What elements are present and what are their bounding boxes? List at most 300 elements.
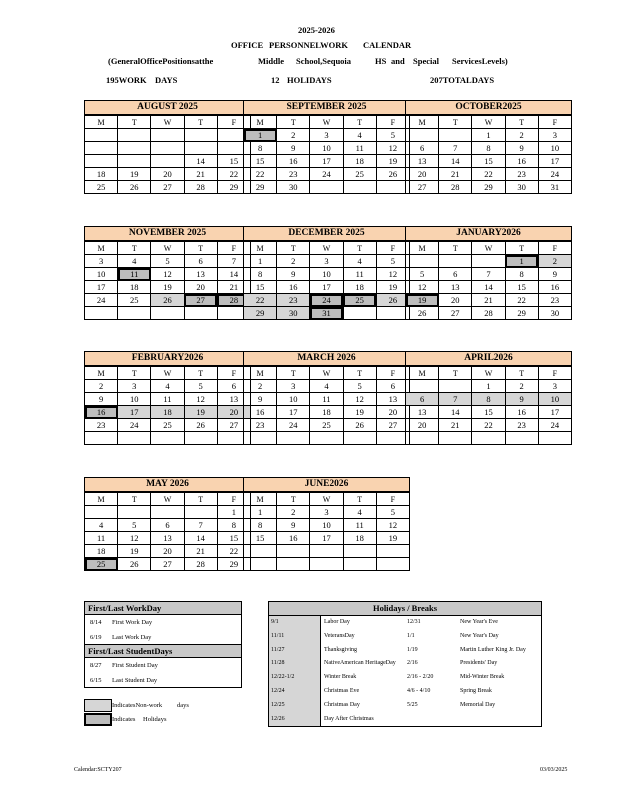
footer-calendar-id: Calendar:SCTY207 bbox=[74, 767, 122, 773]
day-cell: 14 bbox=[439, 155, 472, 168]
weekday-header: T bbox=[277, 493, 310, 506]
day-cell: 17 bbox=[538, 406, 571, 419]
weekday-header: W bbox=[310, 493, 343, 506]
weekday-header: F bbox=[376, 367, 409, 380]
day-cell: 28 bbox=[472, 307, 505, 320]
day-cell: 8 bbox=[244, 142, 277, 155]
holidays-left-column bbox=[269, 616, 405, 726]
student-panel-title: First/Last StudentDays bbox=[85, 645, 241, 658]
month-title: MARCH 2026 bbox=[243, 351, 410, 366]
day-cell: 16 bbox=[505, 155, 538, 168]
day-cell: 9 bbox=[505, 393, 538, 406]
day-cell: 19 bbox=[118, 545, 151, 558]
day-cell: 23 bbox=[244, 419, 277, 432]
day-cell: 25 bbox=[343, 168, 376, 181]
holiday-name: Winter Break bbox=[324, 674, 357, 681]
day-cell bbox=[85, 142, 118, 155]
weekday-header: T bbox=[343, 242, 376, 255]
day-cell: 12 bbox=[118, 532, 151, 545]
day-cell bbox=[310, 545, 343, 558]
weekday-header: T bbox=[184, 493, 217, 506]
day-cell bbox=[151, 432, 184, 445]
weekday-header: T bbox=[343, 116, 376, 129]
day-cell: 30 bbox=[277, 307, 310, 320]
day-cell bbox=[151, 129, 184, 142]
day-cell bbox=[310, 432, 343, 445]
holiday-item bbox=[269, 644, 405, 658]
student-first-date: 8/27 bbox=[90, 662, 102, 669]
day-cell: 23 bbox=[277, 168, 310, 181]
day-cell: 13 bbox=[406, 406, 439, 419]
day-cell: 19 bbox=[376, 281, 409, 294]
holiday-name: Christmas Eve bbox=[324, 687, 360, 694]
day-cell: 12 bbox=[376, 142, 409, 155]
day-cell: 11 bbox=[85, 532, 118, 545]
student-last-date: 6/15 bbox=[90, 677, 102, 684]
day-cell: 22 bbox=[472, 168, 505, 181]
month-title: OCTOBER2025 bbox=[405, 100, 572, 115]
day-cell: 2 bbox=[85, 380, 118, 393]
day-cell: 21 bbox=[217, 281, 250, 294]
day-cell bbox=[343, 558, 376, 571]
day-cell bbox=[118, 307, 151, 320]
weekday-header: F bbox=[217, 367, 250, 380]
holidays-breaks-panel bbox=[268, 601, 542, 727]
day-cell: 20 bbox=[439, 294, 472, 307]
day-cell bbox=[505, 432, 538, 445]
day-cell bbox=[277, 432, 310, 445]
day-cell: 24 bbox=[310, 168, 343, 181]
weekday-header: T bbox=[184, 367, 217, 380]
day-cell bbox=[343, 181, 376, 194]
day-cell: 21 bbox=[439, 168, 472, 181]
day-cell: 2 bbox=[277, 506, 310, 519]
day-cell: 13 bbox=[406, 155, 439, 168]
day-cell: 15 bbox=[244, 281, 277, 294]
holiday-date: 1/19 bbox=[405, 644, 457, 658]
day-cell: 9 bbox=[538, 268, 571, 281]
day-cell: 17 bbox=[310, 532, 343, 545]
day-cell: 25 bbox=[151, 419, 184, 432]
day-cell: 28 bbox=[184, 181, 217, 194]
weekday-header: T bbox=[184, 242, 217, 255]
month-august-2025 bbox=[84, 100, 251, 194]
day-cell: 14 bbox=[184, 532, 217, 545]
day-cell: 10 bbox=[538, 142, 571, 155]
day-cell: 30 bbox=[538, 307, 571, 320]
holiday-date: 11/11 bbox=[269, 630, 321, 644]
day-cell: 11 bbox=[343, 268, 376, 281]
day-cell: 5 bbox=[406, 268, 439, 281]
day-cell: 25 bbox=[310, 419, 343, 432]
day-cell: 26 bbox=[118, 558, 151, 571]
header-work-days-label: DAYS bbox=[155, 75, 178, 85]
day-cell: 11 bbox=[310, 393, 343, 406]
holiday-item bbox=[405, 630, 541, 644]
day-cell bbox=[406, 255, 439, 268]
weekday-header: T bbox=[184, 116, 217, 129]
month-january-2026 bbox=[405, 226, 572, 320]
holiday-date: 12/31 bbox=[405, 616, 457, 630]
day-cell: 31 bbox=[310, 307, 343, 320]
day-cell: 29 bbox=[217, 181, 250, 194]
header-positions: (GeneralOfficePositionsatthe bbox=[108, 56, 214, 66]
holiday-date: 4/6 - 4/10 bbox=[405, 685, 457, 699]
month-title: JUNE2026 bbox=[243, 477, 410, 492]
day-cell: 10 bbox=[118, 393, 151, 406]
weekday-header: T bbox=[343, 367, 376, 380]
day-cell: 27 bbox=[151, 558, 184, 571]
month-grid bbox=[405, 115, 572, 194]
weekday-header: F bbox=[538, 367, 571, 380]
day-cell: 20 bbox=[151, 545, 184, 558]
day-cell: 5 bbox=[343, 380, 376, 393]
day-cell bbox=[151, 506, 184, 519]
day-cell: 9 bbox=[244, 393, 277, 406]
header-and: and bbox=[391, 56, 405, 66]
holiday-name: Labor Day bbox=[324, 619, 350, 625]
holiday-item bbox=[269, 685, 405, 699]
day-cell bbox=[439, 380, 472, 393]
day-cell bbox=[277, 558, 310, 571]
holiday-name: Presidents' Day bbox=[460, 660, 498, 667]
day-cell: 7 bbox=[472, 268, 505, 281]
day-cell bbox=[376, 558, 409, 571]
weekday-header: M bbox=[244, 493, 277, 506]
day-cell bbox=[244, 558, 277, 571]
workday-last-date: 6/19 bbox=[90, 634, 102, 641]
holiday-date: 12/26 bbox=[269, 713, 321, 727]
day-cell: 28 bbox=[217, 294, 250, 307]
holiday-item bbox=[269, 699, 405, 713]
month-june-2026 bbox=[243, 477, 410, 571]
day-cell bbox=[85, 506, 118, 519]
day-cell: 17 bbox=[310, 281, 343, 294]
holiday-item bbox=[405, 671, 541, 685]
day-cell: 22 bbox=[244, 294, 277, 307]
month-grid bbox=[84, 115, 251, 194]
day-cell: 13 bbox=[376, 393, 409, 406]
day-cell: 27 bbox=[376, 419, 409, 432]
day-cell: 3 bbox=[310, 255, 343, 268]
day-cell bbox=[244, 545, 277, 558]
day-cell: 6 bbox=[406, 142, 439, 155]
day-cell: 2 bbox=[277, 255, 310, 268]
day-cell bbox=[184, 506, 217, 519]
day-cell: 10 bbox=[310, 142, 343, 155]
day-cell: 21 bbox=[439, 419, 472, 432]
weekday-header: M bbox=[85, 242, 118, 255]
day-cell: 10 bbox=[538, 393, 571, 406]
workday-panel-title: First/Last WorkDay bbox=[85, 602, 241, 615]
day-cell bbox=[244, 432, 277, 445]
month-february-2026 bbox=[84, 351, 251, 445]
day-cell: 14 bbox=[217, 268, 250, 281]
student-row bbox=[85, 673, 241, 688]
month-march-2026 bbox=[243, 351, 410, 445]
day-cell: 9 bbox=[277, 268, 310, 281]
day-cell: 10 bbox=[310, 268, 343, 281]
month-title: DECEMBER 2025 bbox=[243, 226, 410, 241]
month-title: SEPTEMBER 2025 bbox=[243, 100, 410, 115]
month-grid bbox=[405, 241, 572, 320]
holiday-item bbox=[269, 616, 405, 630]
day-cell: 28 bbox=[439, 181, 472, 194]
header-school: School,Sequoia bbox=[296, 56, 352, 66]
day-cell: 13 bbox=[217, 393, 250, 406]
day-cell: 10 bbox=[85, 268, 118, 281]
day-cell bbox=[406, 432, 439, 445]
header-holidays-label: HOLIDAYS bbox=[287, 75, 332, 85]
day-cell: 7 bbox=[439, 142, 472, 155]
day-cell: 24 bbox=[538, 419, 571, 432]
day-cell: 12 bbox=[151, 268, 184, 281]
weekday-header: T bbox=[505, 116, 538, 129]
day-cell: 6 bbox=[406, 393, 439, 406]
weekday-header: F bbox=[376, 242, 409, 255]
holiday-date: 12/24 bbox=[269, 685, 321, 699]
weekday-header: T bbox=[439, 367, 472, 380]
day-cell: 23 bbox=[85, 419, 118, 432]
header-holidays-count: 12 bbox=[271, 75, 280, 85]
weekday-header: T bbox=[439, 242, 472, 255]
holidays-breaks-title: Holidays / Breaks bbox=[269, 602, 541, 616]
day-cell: 18 bbox=[343, 532, 376, 545]
day-cell: 13 bbox=[151, 532, 184, 545]
day-cell: 29 bbox=[244, 181, 277, 194]
day-cell: 24 bbox=[277, 419, 310, 432]
day-cell bbox=[184, 129, 217, 142]
day-cell: 19 bbox=[184, 406, 217, 419]
holiday-name: VeteransDay bbox=[324, 632, 355, 639]
day-cell: 26 bbox=[184, 419, 217, 432]
day-cell: 26 bbox=[376, 168, 409, 181]
weekday-header: T bbox=[118, 242, 151, 255]
day-cell: 17 bbox=[118, 406, 151, 419]
day-cell: 8 bbox=[472, 142, 505, 155]
weekday-header: M bbox=[85, 367, 118, 380]
day-cell: 9 bbox=[277, 519, 310, 532]
month-october-2025 bbox=[405, 100, 572, 194]
day-cell bbox=[472, 255, 505, 268]
day-cell: 29 bbox=[472, 181, 505, 194]
day-cell: 18 bbox=[118, 281, 151, 294]
day-cell: 16 bbox=[277, 155, 310, 168]
header-total-days: 207TOTALDAYS bbox=[430, 75, 495, 85]
day-cell: 6 bbox=[439, 268, 472, 281]
holiday-item bbox=[269, 671, 405, 685]
workday-row bbox=[85, 630, 241, 645]
holiday-date: 12/22-1/2 bbox=[269, 671, 321, 685]
month-grid bbox=[243, 241, 410, 320]
weekday-header: M bbox=[244, 367, 277, 380]
holiday-name: NativeAmerican HeritageDay bbox=[324, 660, 396, 667]
day-cell bbox=[310, 181, 343, 194]
holiday-name: New Year's Eve bbox=[460, 619, 498, 625]
day-cell: 23 bbox=[505, 419, 538, 432]
holiday-item bbox=[269, 630, 405, 644]
day-cell: 1 bbox=[244, 506, 277, 519]
day-cell bbox=[343, 432, 376, 445]
day-cell: 5 bbox=[184, 380, 217, 393]
day-cell: 24 bbox=[118, 419, 151, 432]
day-cell: 19 bbox=[118, 168, 151, 181]
weekday-header: F bbox=[538, 116, 571, 129]
day-cell: 8 bbox=[472, 393, 505, 406]
day-cell: 4 bbox=[310, 380, 343, 393]
day-cell bbox=[118, 142, 151, 155]
day-cell: 14 bbox=[472, 281, 505, 294]
weekday-header: T bbox=[277, 242, 310, 255]
day-cell: 9 bbox=[85, 393, 118, 406]
legend-holiday-swatch bbox=[84, 713, 112, 726]
day-cell bbox=[85, 155, 118, 168]
day-cell: 25 bbox=[118, 294, 151, 307]
day-cell: 2 bbox=[505, 129, 538, 142]
month-grid bbox=[243, 366, 410, 445]
day-cell: 7 bbox=[184, 519, 217, 532]
day-cell: 16 bbox=[538, 281, 571, 294]
day-cell: 2 bbox=[277, 129, 310, 142]
day-cell: 5 bbox=[151, 255, 184, 268]
day-cell bbox=[118, 155, 151, 168]
day-cell: 23 bbox=[277, 294, 310, 307]
weekday-header: M bbox=[406, 242, 439, 255]
holiday-date: 2/16 - 2/20 bbox=[405, 671, 457, 685]
holiday-item bbox=[405, 616, 541, 630]
day-cell bbox=[184, 142, 217, 155]
day-cell bbox=[184, 307, 217, 320]
day-cell: 12 bbox=[376, 268, 409, 281]
day-cell: 4 bbox=[151, 380, 184, 393]
header-work-days: 195WORK bbox=[106, 75, 147, 85]
day-cell: 18 bbox=[343, 281, 376, 294]
holiday-date: 11/27 bbox=[269, 644, 321, 658]
weekday-header: T bbox=[505, 367, 538, 380]
weekday-header: F bbox=[217, 493, 250, 506]
weekday-header: W bbox=[151, 367, 184, 380]
weekday-header: W bbox=[472, 367, 505, 380]
day-cell bbox=[343, 307, 376, 320]
student-first-label: First Student Day bbox=[112, 662, 158, 669]
weekday-header: W bbox=[310, 242, 343, 255]
day-cell: 8 bbox=[244, 519, 277, 532]
student-days-panel bbox=[84, 644, 242, 688]
holiday-item bbox=[405, 685, 541, 699]
month-title: AUGUST 2025 bbox=[84, 100, 251, 115]
day-cell: 22 bbox=[217, 168, 250, 181]
day-cell: 8 bbox=[217, 519, 250, 532]
holiday-item bbox=[269, 657, 405, 671]
day-cell bbox=[85, 307, 118, 320]
day-cell: 16 bbox=[244, 406, 277, 419]
holiday-date: 5/25 bbox=[405, 699, 457, 713]
day-cell: 17 bbox=[538, 155, 571, 168]
day-cell bbox=[376, 545, 409, 558]
header-special: Special bbox=[413, 56, 439, 66]
day-cell: 20 bbox=[151, 168, 184, 181]
day-cell: 25 bbox=[85, 558, 118, 571]
day-cell: 22 bbox=[472, 419, 505, 432]
day-cell: 15 bbox=[244, 532, 277, 545]
weekday-header: W bbox=[310, 367, 343, 380]
day-cell: 16 bbox=[277, 532, 310, 545]
day-cell bbox=[406, 380, 439, 393]
day-cell: 27 bbox=[217, 419, 250, 432]
weekday-header: T bbox=[439, 116, 472, 129]
day-cell bbox=[85, 432, 118, 445]
day-cell: 21 bbox=[184, 168, 217, 181]
holiday-item bbox=[405, 699, 541, 713]
weekday-header: T bbox=[343, 493, 376, 506]
day-cell: 27 bbox=[151, 181, 184, 194]
day-cell bbox=[310, 558, 343, 571]
day-cell: 14 bbox=[439, 406, 472, 419]
day-cell: 19 bbox=[376, 532, 409, 545]
day-cell: 23 bbox=[505, 168, 538, 181]
weekday-header: W bbox=[472, 242, 505, 255]
month-december-2025 bbox=[243, 226, 410, 320]
month-grid bbox=[84, 366, 251, 445]
day-cell: 31 bbox=[538, 181, 571, 194]
month-grid bbox=[405, 366, 572, 445]
month-title: JANUARY2026 bbox=[405, 226, 572, 241]
weekday-header: F bbox=[376, 493, 409, 506]
header-services: ServicesLevels) bbox=[452, 56, 508, 66]
workday-panel bbox=[84, 601, 242, 645]
day-cell: 11 bbox=[118, 268, 151, 281]
student-row bbox=[85, 658, 241, 673]
weekday-header: M bbox=[244, 116, 277, 129]
day-cell: 14 bbox=[184, 155, 217, 168]
day-cell bbox=[538, 432, 571, 445]
day-cell: 7 bbox=[217, 255, 250, 268]
day-cell bbox=[184, 432, 217, 445]
day-cell: 15 bbox=[472, 406, 505, 419]
weekday-header: M bbox=[85, 493, 118, 506]
weekday-header: F bbox=[538, 242, 571, 255]
holiday-name: Thanksgiving bbox=[324, 646, 357, 653]
day-cell: 15 bbox=[217, 155, 250, 168]
day-cell: 5 bbox=[376, 506, 409, 519]
day-cell: 26 bbox=[151, 294, 184, 307]
header-hs: HS bbox=[375, 56, 387, 66]
month-april-2026 bbox=[405, 351, 572, 445]
holiday-item bbox=[405, 644, 541, 658]
day-cell: 15 bbox=[217, 532, 250, 545]
day-cell: 6 bbox=[151, 519, 184, 532]
day-cell: 3 bbox=[538, 380, 571, 393]
day-cell: 5 bbox=[376, 255, 409, 268]
day-cell: 18 bbox=[343, 155, 376, 168]
day-cell: 11 bbox=[343, 142, 376, 155]
day-cell: 13 bbox=[184, 268, 217, 281]
weekday-header: T bbox=[505, 242, 538, 255]
weekday-header: W bbox=[310, 116, 343, 129]
day-cell: 4 bbox=[85, 519, 118, 532]
day-cell: 15 bbox=[472, 155, 505, 168]
day-cell bbox=[151, 142, 184, 155]
holiday-name: New Year's Day bbox=[460, 632, 499, 639]
day-cell bbox=[277, 545, 310, 558]
day-cell: 21 bbox=[472, 294, 505, 307]
day-cell: 10 bbox=[277, 393, 310, 406]
workday-first-date: 8/14 bbox=[90, 619, 102, 626]
day-cell: 20 bbox=[406, 168, 439, 181]
day-cell: 26 bbox=[406, 307, 439, 320]
weekday-header: M bbox=[244, 242, 277, 255]
day-cell: 1 bbox=[472, 380, 505, 393]
